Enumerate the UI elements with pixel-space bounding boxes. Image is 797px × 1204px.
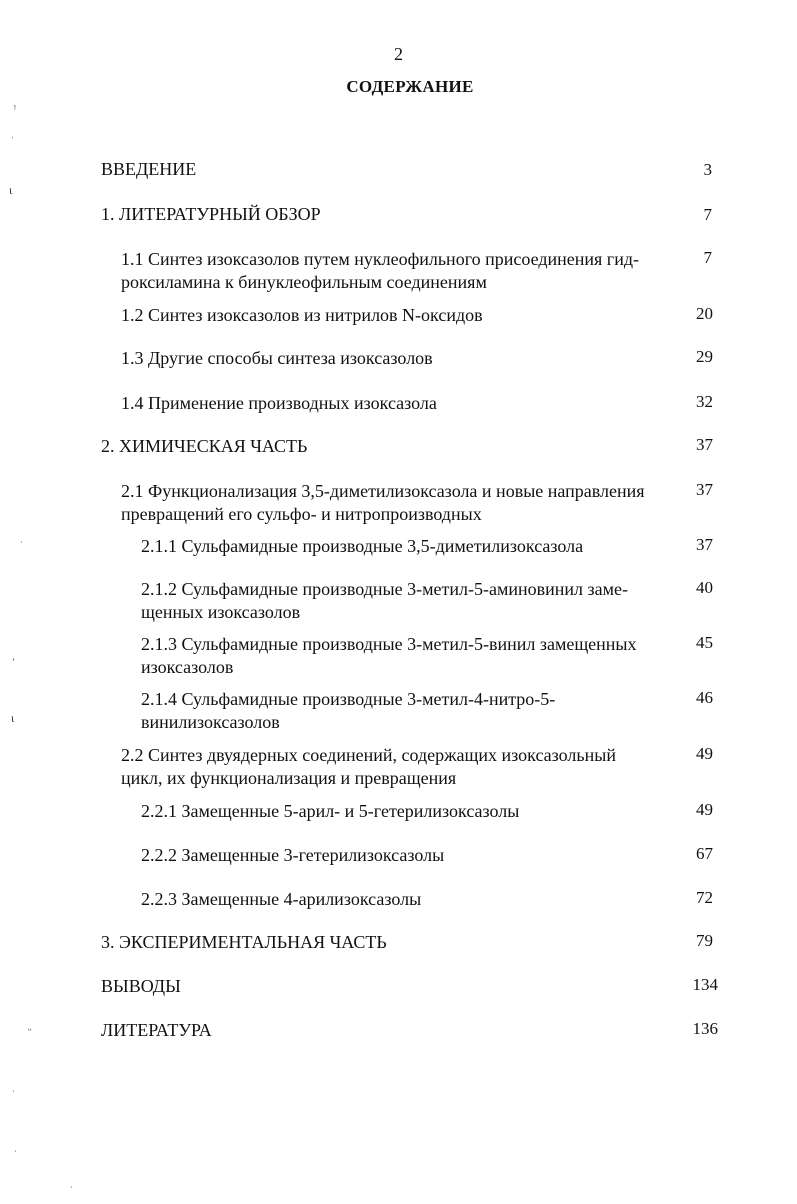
toc-page-number: 67 <box>696 844 713 863</box>
toc-page-number: 45 <box>696 633 713 652</box>
toc-entry-title: 1.3 Другие способы синтеза изоксазолов <box>121 348 433 368</box>
toc-entry-title-line: щенных изоксазолов <box>141 602 301 622</box>
scan-speck: ι <box>11 711 15 725</box>
toc-page-number: 40 <box>696 578 713 597</box>
toc-entry-title: ВЫВОДЫ <box>101 976 181 996</box>
toc-entry-title: 1. ЛИТЕРАТУРНЫЙ ОБЗОР <box>101 204 321 224</box>
toc-entry-title: 2.1.1 Сульфамидные производные 3,5-диметилизоксазола <box>141 536 584 556</box>
toc-page-number: 136 <box>692 1019 718 1038</box>
page-number: 2 <box>394 44 403 64</box>
toc-entry-title: 2.2.2 Замещенные 3-гетерилизоксазолы <box>141 845 445 865</box>
toc-page-number: 134 <box>692 975 718 994</box>
toc-entry-2-2 <box>121 744 616 790</box>
toc-entry-title: 2.2.1 Замещенные 5-арил- и 5-гетерилизоксазолы <box>141 801 520 821</box>
toc-page-number: 7 <box>703 248 712 267</box>
toc-entry-title-line: 1.1 Синтез изоксазолов путем нуклеофильного присоединения гид- <box>121 249 639 269</box>
toc-entry-conclusions <box>101 975 181 998</box>
toc-entry-title-line: превращений его сульфо- и нитропроизводных <box>121 504 482 524</box>
scan-speck: ᵎ <box>14 101 16 115</box>
toc-entry-1-1 <box>121 248 639 294</box>
toc-entry-experimental-part <box>101 931 387 954</box>
scan-speck: ˌ <box>14 1142 17 1152</box>
toc-entry-2-2-2 <box>141 844 444 867</box>
toc-entry-2-1 <box>121 480 645 526</box>
toc-entry-2-1-1 <box>141 535 583 558</box>
scan-speck: ι <box>9 183 13 197</box>
toc-entry-title-line: 2.1.3 Сульфамидные производные 3-метил-5-винил замещенных <box>141 634 637 654</box>
toc-entry-title: 2. ХИМИЧЕСКАЯ ЧАСТЬ <box>101 436 308 456</box>
toc-entry-1-4 <box>121 392 437 415</box>
toc-page-number: 49 <box>696 744 713 763</box>
toc-page-number: 49 <box>696 800 713 819</box>
toc-entry-title-line: 2.1 Функционализация 3,5-диметилизоксазола и новые направления <box>121 481 645 501</box>
scan-speck: ˌ <box>12 1082 15 1092</box>
toc-entry-title-line: изоксазолов <box>141 657 234 677</box>
toc-page-number: 7 <box>703 205 712 224</box>
toc-entry-title-line: роксиламина к бинуклеофильным соединениям <box>121 272 487 292</box>
toc-entry-title: 1.2 Синтез изоксазолов из нитрилов N-оксидов <box>121 305 483 325</box>
toc-entry-2-2-1 <box>141 800 519 823</box>
toc-entry-title-line: 2.1.4 Сульфамидные производные 3-метил-4-нитро-5- <box>141 689 556 709</box>
toc-entry-2-1-4 <box>141 688 555 734</box>
toc-entry-chemical-part <box>101 435 307 458</box>
toc-entry-1-3 <box>121 347 433 370</box>
toc-page-number: 46 <box>696 688 713 707</box>
scan-speck: ˒ <box>11 131 14 141</box>
toc-page-number: 37 <box>696 435 713 454</box>
toc-page-number: 20 <box>696 304 713 323</box>
toc-entry-title-line: 2.1.2 Сульфамидные производные 3-метил-5-аминовинил заме- <box>141 579 628 599</box>
toc-entry-title: 3. ЭКСПЕРИМЕНТАЛЬНАЯ ЧАСТЬ <box>101 932 387 952</box>
toc-page-number: 79 <box>696 931 713 950</box>
scan-speck: ʼ <box>12 657 15 667</box>
toc-entry-title-line: 2.2 Синтез двуядерных соединений, содержащих изоксазольный <box>121 745 616 765</box>
toc-page-number: 37 <box>696 480 713 499</box>
scan-speck: · <box>70 1183 73 1192</box>
scan-speck: ᵕ <box>28 1023 32 1037</box>
toc-entry-1-2 <box>121 304 483 327</box>
toc-entry-2-1-2 <box>141 578 628 624</box>
toc-entry-literature-review <box>101 203 321 226</box>
toc-entry-2-2-3 <box>141 888 421 911</box>
toc-entry-title-line: винилизоксазолов <box>141 712 280 732</box>
scan-speck: · <box>20 538 23 547</box>
toc-entry-title-line: цикл, их функционализация и превращения <box>121 768 457 788</box>
toc-entry-title: ВВЕДЕНИЕ <box>101 159 197 179</box>
toc-entry-references <box>101 1019 212 1042</box>
toc-page-number: 3 <box>703 160 712 179</box>
page-title: СОДЕРЖАНИЕ <box>346 77 474 96</box>
toc-page-number: 29 <box>696 347 713 366</box>
toc-entry-introduction <box>101 158 196 181</box>
toc-entry-title: 2.2.3 Замещенные 4-арилизоксазолы <box>141 889 422 909</box>
toc-page-number: 32 <box>696 392 713 411</box>
toc-entry-title: 1.4 Применение производных изоксазола <box>121 393 437 413</box>
toc-entry-2-1-3 <box>141 633 637 679</box>
toc-page-number: 72 <box>696 888 713 907</box>
toc-entry-title: ЛИТЕРАТУРА <box>101 1020 212 1040</box>
toc-page-number: 37 <box>696 535 713 554</box>
